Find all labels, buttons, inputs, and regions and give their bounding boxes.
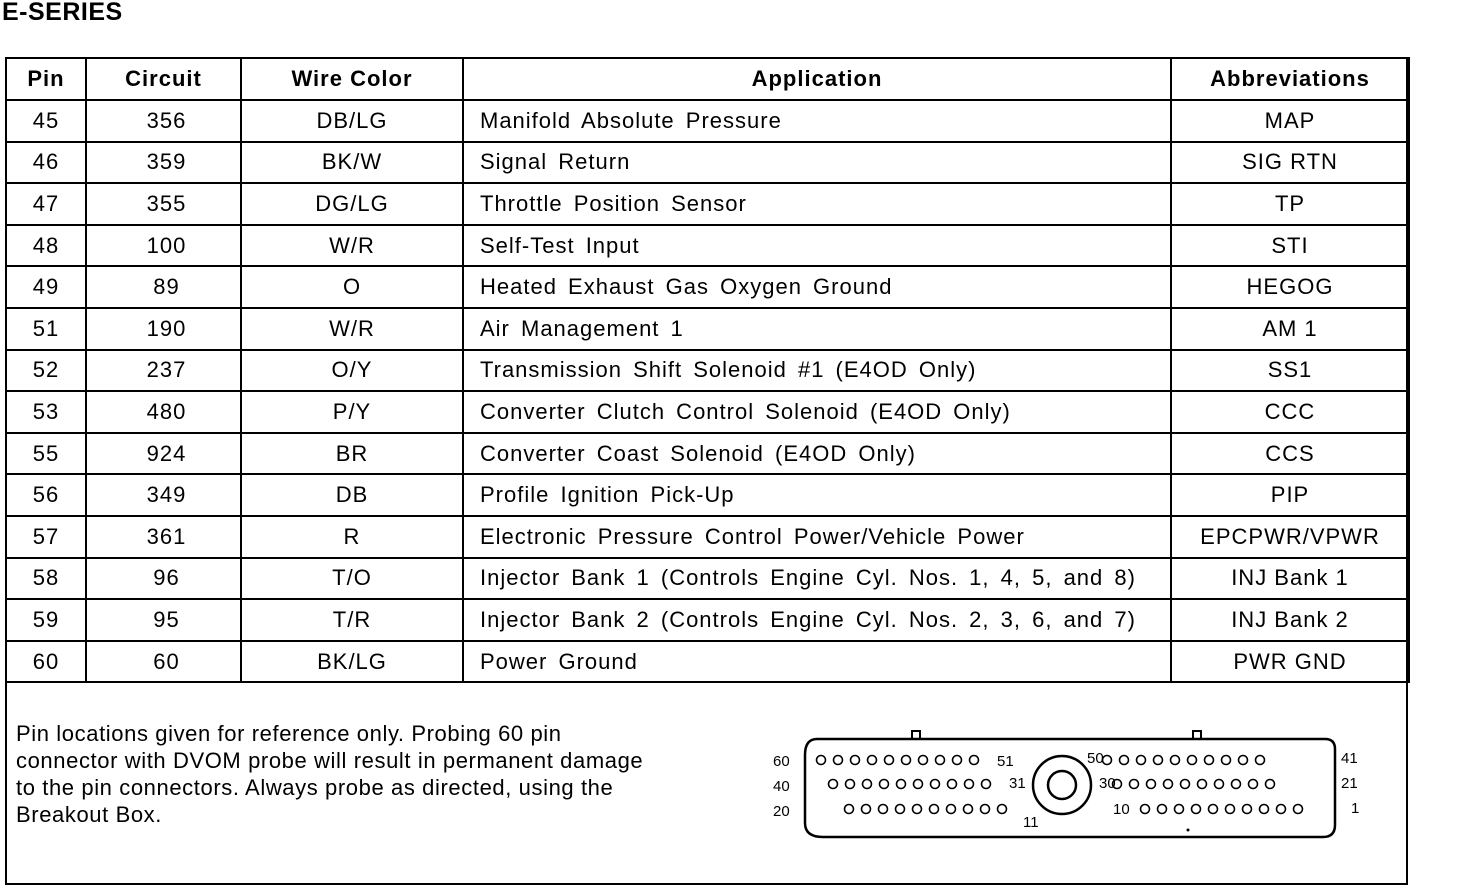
table-row — [6, 266, 1409, 308]
connector-pin-dot — [936, 756, 945, 765]
abbreviation-cell: SS1 — [1171, 350, 1409, 392]
connector-pin-dots — [817, 756, 1303, 814]
abbreviation-cell: EPCPWR/VPWR — [1171, 516, 1409, 558]
table-row — [6, 225, 1409, 267]
pin-label-1: 1 — [1351, 800, 1360, 817]
connector-pin-dot — [1175, 805, 1184, 814]
abbreviation-cell: INJ Bank 1 — [1171, 558, 1409, 600]
circuit-cell: 89 — [86, 266, 241, 308]
connector-pin-dot — [1141, 805, 1150, 814]
pin-cell: 60 — [6, 641, 86, 683]
reference-note — [16, 720, 756, 828]
connector-pin-dot — [919, 756, 928, 765]
connector-pin-dot — [1226, 805, 1235, 814]
pin-cell: 46 — [6, 142, 86, 184]
connector-pin-dot — [1222, 756, 1231, 765]
connector-pin-dot — [846, 780, 855, 789]
abbreviation-cell: MAP — [1171, 100, 1409, 142]
circuit-cell: 356 — [86, 100, 241, 142]
pin-label-21: 21 — [1341, 775, 1358, 792]
pin-cell: 57 — [6, 516, 86, 558]
wire-color-cell: W/R — [241, 308, 463, 350]
connector-pin-dot — [964, 805, 973, 814]
pin-label-11: 11 — [1023, 814, 1039, 831]
connector-pin-dot — [1147, 780, 1156, 789]
application-cell: Air Management 1 — [463, 308, 1171, 350]
application-cell: Converter Coast Solenoid (E4OD Only) — [463, 433, 1171, 475]
pin-label-30: 30 — [1099, 775, 1116, 792]
pin-label-51: 51 — [997, 753, 1014, 770]
connector-pin-dot — [948, 780, 957, 789]
wire-color-cell: T/R — [241, 599, 463, 641]
connector-pin-dot — [1209, 805, 1218, 814]
header-pin: Pin — [6, 58, 86, 100]
pin-cell: 45 — [6, 100, 86, 142]
pin-cell: 58 — [6, 558, 86, 600]
connector-pin-dot — [1103, 756, 1112, 765]
connector-pin-dot — [845, 805, 854, 814]
header-circuit: Circuit — [86, 58, 241, 100]
connector-pin-dot — [1158, 805, 1167, 814]
pin-label-10: 10 — [1113, 801, 1130, 818]
wire-color-cell: DG/LG — [241, 183, 463, 225]
abbreviation-cell: CCS — [1171, 433, 1409, 475]
application-cell: Converter Clutch Control Solenoid (E4OD Only) — [463, 391, 1171, 433]
circuit-cell: 100 — [86, 225, 241, 267]
connector-pin-dot — [1266, 780, 1275, 789]
pin-cell: 49 — [6, 266, 86, 308]
connector-pin-dot — [970, 756, 979, 765]
connector-pin-dot — [914, 780, 923, 789]
connector-center-dot — [1187, 829, 1190, 832]
connector-pin-dot — [953, 756, 962, 765]
connector-pin-dot — [1277, 805, 1286, 814]
connector-pin-dot — [1239, 756, 1248, 765]
application-cell: Heated Exhaust Gas Oxygen Ground — [463, 266, 1171, 308]
abbreviation-cell: PIP — [1171, 474, 1409, 516]
pin-label-40: 40 — [773, 778, 790, 795]
table-row — [6, 350, 1409, 392]
connector-pin-dot — [1205, 756, 1214, 765]
connector-center-ring-inner — [1048, 771, 1076, 799]
connector-pin-dot — [868, 756, 877, 765]
wire-color-cell: O — [241, 266, 463, 308]
note-line: to the pin connectors. Always probe as directed, using the — [16, 775, 614, 800]
table-row — [6, 599, 1409, 641]
header-wire-color: Wire Color — [241, 58, 463, 100]
note-line: Pin locations given for reference only. Probing 60 pin — [16, 721, 562, 746]
connector-pin-dot — [1171, 756, 1180, 765]
note-line: connector with DVOM probe will result in permanent damage — [16, 748, 644, 773]
table-row — [6, 142, 1409, 184]
connector-pin-dot — [829, 780, 838, 789]
abbreviation-cell: CCC — [1171, 391, 1409, 433]
connector-pin-dot — [1130, 780, 1139, 789]
circuit-cell: 361 — [86, 516, 241, 558]
connector-pin-dot — [902, 756, 911, 765]
wire-color-cell: R — [241, 516, 463, 558]
abbreviation-cell: TP — [1171, 183, 1409, 225]
wire-color-cell: T/O — [241, 558, 463, 600]
table-row — [6, 641, 1409, 683]
pin-cell: 55 — [6, 433, 86, 475]
connector-pin-dot — [863, 780, 872, 789]
connector-pin-dot — [981, 805, 990, 814]
connector-pin-dot — [1215, 780, 1224, 789]
circuit-cell: 190 — [86, 308, 241, 350]
connector-pin-dot — [1232, 780, 1241, 789]
connector-diagram — [765, 725, 1385, 845]
connector-pin-dot — [851, 756, 860, 765]
circuit-cell: 349 — [86, 474, 241, 516]
table-row — [6, 433, 1409, 475]
pin-cell: 51 — [6, 308, 86, 350]
wire-color-cell: BR — [241, 433, 463, 475]
table-header-row — [6, 58, 1409, 100]
connector-pin-dot — [879, 805, 888, 814]
application-cell: Signal Return — [463, 142, 1171, 184]
connector-pin-dot — [913, 805, 922, 814]
application-cell: Injector Bank 2 (Controls Engine Cyl. Nos. 2, 3, 6, and 7) — [463, 599, 1171, 641]
wire-color-cell: O/Y — [241, 350, 463, 392]
connector-pin-dot — [1181, 780, 1190, 789]
note-line: Breakout Box. — [16, 802, 162, 827]
table-row — [6, 516, 1409, 558]
application-cell: Injector Bank 1 (Controls Engine Cyl. Nos. 1, 4, 5, and 8) — [463, 558, 1171, 600]
circuit-cell: 96 — [86, 558, 241, 600]
connector-pin-dot — [930, 805, 939, 814]
table-row — [6, 474, 1409, 516]
wire-color-cell: BK/LG — [241, 641, 463, 683]
circuit-cell: 924 — [86, 433, 241, 475]
connector-pin-dot — [1137, 756, 1146, 765]
wire-color-cell: BK/W — [241, 142, 463, 184]
header-abbreviations: Abbreviations — [1171, 58, 1409, 100]
connector-pin-dot — [965, 780, 974, 789]
connector-center-ring-outer — [1033, 756, 1091, 814]
table-row — [6, 100, 1409, 142]
application-cell: Power Ground — [463, 641, 1171, 683]
pin-cell: 59 — [6, 599, 86, 641]
connector-pin-dot — [998, 805, 1007, 814]
connector-pin-dot — [1120, 756, 1129, 765]
application-cell: Profile Ignition Pick-Up — [463, 474, 1171, 516]
application-cell: Electronic Pressure Control Power/Vehicle Power — [463, 516, 1171, 558]
connector-pin-dot — [1188, 756, 1197, 765]
circuit-cell: 355 — [86, 183, 241, 225]
abbreviation-cell: PWR GND — [1171, 641, 1409, 683]
connector-pin-dot — [931, 780, 940, 789]
connector-pin-dot — [1192, 805, 1201, 814]
connector-pin-dot — [1198, 780, 1207, 789]
wire-color-cell: DB/LG — [241, 100, 463, 142]
connector-pin-dot — [1154, 756, 1163, 765]
connector-pin-dot — [834, 756, 843, 765]
connector-pin-dot — [1256, 756, 1265, 765]
connector-pinout-svg — [765, 725, 1385, 845]
connector-pin-dot — [885, 756, 894, 765]
pin-label-50: 50 — [1087, 750, 1104, 767]
connector-pin-dot — [862, 805, 871, 814]
pin-table — [5, 57, 1410, 683]
abbreviation-cell: INJ Bank 2 — [1171, 599, 1409, 641]
circuit-cell: 359 — [86, 142, 241, 184]
circuit-cell: 60 — [86, 641, 241, 683]
pin-label-20: 20 — [773, 803, 790, 820]
connector-pin-dot — [1243, 805, 1252, 814]
connector-pin-dot — [896, 805, 905, 814]
connector-pin-dot — [1164, 780, 1173, 789]
circuit-cell: 95 — [86, 599, 241, 641]
connector-pin-dot — [947, 805, 956, 814]
pin-label-31: 31 — [1009, 775, 1026, 792]
pin-label-41: 41 — [1341, 750, 1358, 767]
application-cell: Manifold Absolute Pressure — [463, 100, 1171, 142]
connector-pin-dot — [1249, 780, 1258, 789]
table-row — [6, 391, 1409, 433]
connector-pin-dot — [817, 756, 826, 765]
application-cell: Self-Test Input — [463, 225, 1171, 267]
circuit-cell: 480 — [86, 391, 241, 433]
abbreviation-cell: AM 1 — [1171, 308, 1409, 350]
pin-cell: 53 — [6, 391, 86, 433]
application-cell: Throttle Position Sensor — [463, 183, 1171, 225]
pin-cell: 48 — [6, 225, 86, 267]
pin-table-body — [6, 100, 1409, 682]
wire-color-cell: W/R — [241, 225, 463, 267]
connector-pin-dot — [982, 780, 991, 789]
wire-color-cell: P/Y — [241, 391, 463, 433]
page-title: E-SERIES — [2, 0, 123, 26]
pin-cell: 47 — [6, 183, 86, 225]
connector-pin-dot — [897, 780, 906, 789]
abbreviation-cell: HEGOG — [1171, 266, 1409, 308]
connector-pin-dot — [880, 780, 889, 789]
application-cell: Transmission Shift Solenoid #1 (E4OD Only) — [463, 350, 1171, 392]
table-row — [6, 183, 1409, 225]
abbreviation-cell: SIG RTN — [1171, 142, 1409, 184]
table-row — [6, 558, 1409, 600]
abbreviation-cell: STI — [1171, 225, 1409, 267]
connector-pin-dot — [1260, 805, 1269, 814]
connector-pin-dot — [1294, 805, 1303, 814]
pin-cell: 56 — [6, 474, 86, 516]
pin-cell: 52 — [6, 350, 86, 392]
circuit-cell: 237 — [86, 350, 241, 392]
pin-label-60: 60 — [773, 753, 790, 770]
header-application: Application — [463, 58, 1171, 100]
table-row — [6, 308, 1409, 350]
wire-color-cell: DB — [241, 474, 463, 516]
